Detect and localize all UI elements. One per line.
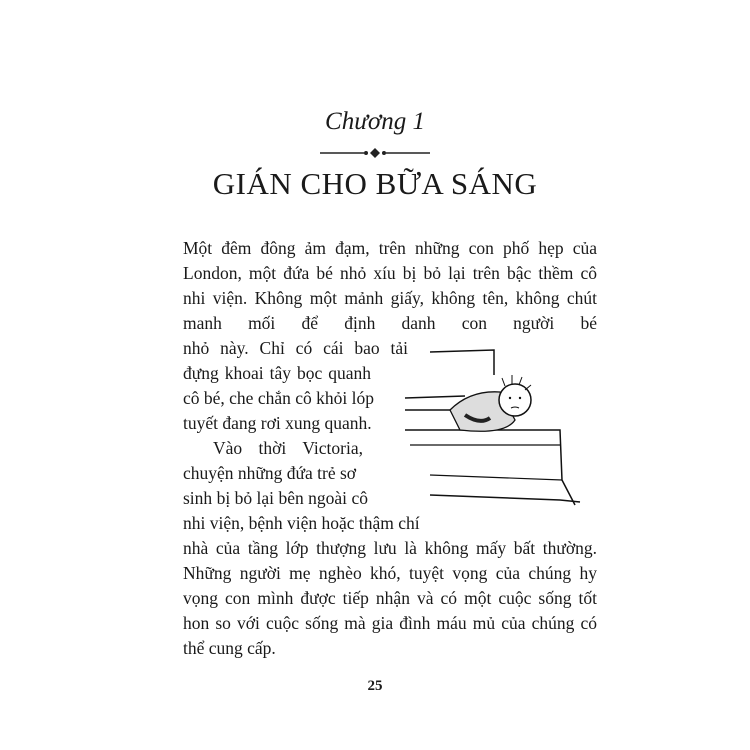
chapter-label: Chương 1 [325, 108, 425, 135]
text-line: nhi viện, bệnh viện hoặc thậm chí [183, 513, 420, 533]
text-line: nhỏ này. Chỉ có cái bao tải [183, 338, 408, 358]
text-line: cô bé, che chắn cô khỏi lóp [183, 388, 374, 408]
text-line: manh mối để định danh con người bé [183, 313, 597, 333]
text-line: sinh bị bỏ lại bên ngoài cô [183, 488, 368, 508]
text-line: chuyện những đứa trẻ sơ [183, 463, 357, 483]
text-line: vọng con mình được tiếp nhận và có một cuộc sống tốt [183, 588, 597, 608]
ornament-divider [320, 147, 430, 159]
baby-on-steps-illustration [390, 330, 590, 530]
text-line: Những người mẹ nghèo khó, tuyệt vọng của chúng hy [183, 563, 597, 583]
text-line: tuyết đang rơi xung quanh. [183, 413, 372, 433]
text-line: nhà của tầng lớp thượng lưu là không mấy bất thường. [183, 538, 597, 558]
text-line: đựng khoai tây bọc quanh [183, 363, 371, 383]
chapter-title: GIÁN CHO BỮA SÁNG [212, 166, 538, 201]
text-line: hon so với cuộc sống mà gia đình máu mủ của chúng có [183, 613, 597, 633]
text-line: London, một đứa bé nhỏ xíu bị bỏ lại trên bậc thềm cô [183, 263, 597, 283]
page-number: 25 [367, 678, 383, 694]
text-line: Vào thời Victoria, [213, 438, 363, 458]
text-line: thể cung cấp. [183, 638, 276, 658]
text-line: nhi viện. Không một mảnh giấy, không tên, không chút [183, 288, 597, 308]
text-line: Một đêm đông ảm đạm, trên những con phố hẹp của [183, 238, 597, 258]
